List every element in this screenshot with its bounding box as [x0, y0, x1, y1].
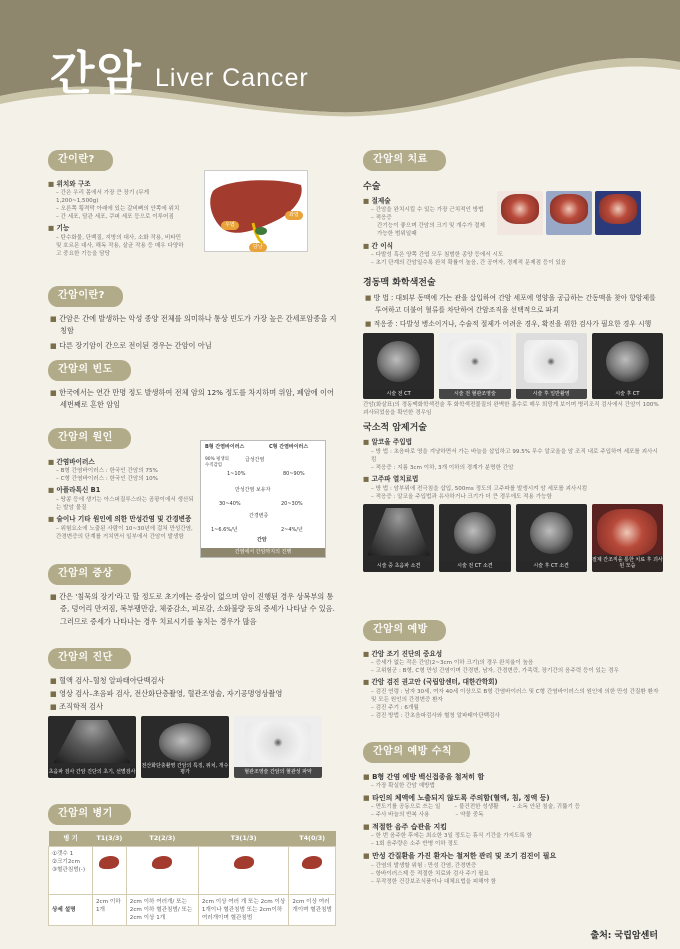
surgery-heading: 수술	[363, 181, 381, 192]
section-title: 간암의 예방 수칙	[363, 742, 470, 763]
loc-item: – 오른쪽 횡격막 아래에 있는 갈비뼈의 안쪽에 위치	[48, 205, 188, 213]
progression-diagram	[200, 440, 326, 558]
rfa-image	[592, 504, 663, 572]
paragraph: ■ 간은 '침묵의 장기'라고 할 정도로 초기에는 증상이 없으며 암이 진행된 경우 상복부의 통증, 덩어리 만져짐, 복부팽만감, 체중감소, 피로감, 소화불량 등의 증세가 나타날 수 있음. 그러므로 증세가 나타나는 경우 치료시기를 놓치는 경우가 많음	[48, 591, 338, 629]
rfa-image	[516, 504, 587, 572]
section-cause	[48, 428, 198, 541]
virus-item: – B형 간염바이러스 : 한국인 간암의 75%	[48, 467, 198, 475]
stage-detail: 2cm 이상 여러개이며 혈관침범	[289, 894, 336, 925]
image-caption: 절제 간조직을 통한 치료 후 괴사된 모습	[592, 555, 663, 572]
section-prevention	[363, 620, 663, 720]
stage-header: T1(3/3)	[93, 831, 127, 847]
resection-item: – 적응증	[363, 214, 491, 222]
image-caption: 시술 전 CT 소견	[439, 561, 510, 572]
paragraph: ■ 조직학적 검사	[48, 701, 338, 712]
stage-image-cell	[126, 846, 198, 894]
diagram-rate: 20~30%	[281, 501, 303, 507]
section-title: 간암이란?	[48, 286, 123, 307]
image-caption: 시술 전 혈관조영술	[439, 389, 510, 400]
stage-image-cell	[289, 846, 336, 894]
transplant-item: – 초기 단계의 간암일수록 완치 확률이 높음, 간 공여자, 경제적 문제점 등이 있음	[363, 259, 663, 267]
section-title: 간암의 병기	[48, 804, 131, 825]
diagram-rate: 1~10%	[227, 471, 246, 477]
liver-icon	[302, 856, 322, 869]
tace-image	[592, 333, 663, 399]
resection-item: 간기능이 좋으며 간암의 크기 및 개수가 절제 가능한 범위일때	[377, 223, 485, 238]
transplant-item: – 다발성 혹은 양쪽 간엽 모두 침범한 종양 등에서 시도	[363, 251, 663, 259]
diagram-acute: 급성간염	[245, 457, 265, 463]
diagram-c-virus: C형 간염바이러스	[269, 444, 309, 450]
diagram-cirrhosis: 간경변증	[249, 513, 269, 519]
paragraph: ■ 한국에서는 연간 만명 정도 발생하여 전체 암의 12% 정도를 차지하며 위암, 폐암에 이어 세번째로 흔한 암임	[48, 387, 338, 412]
tace-image	[363, 333, 434, 399]
screen-item: – 검진 연령 : 남자 30세, 여자 40세 이상으로 B형 간염바이러스 및 C형 간염바이러스의 원인에 의한 만성 간질환 환자 및 모든 원인의 간경변증 환자	[363, 688, 663, 704]
source-credit: 출처: 국립암센터	[590, 931, 658, 941]
rfa-image	[363, 504, 434, 572]
section-stage	[48, 804, 338, 926]
rule-item: – 무작정한 건강보조식품이나 대체요법을 피해야 함	[363, 878, 663, 886]
label-left-lobe: 좌엽	[285, 211, 303, 220]
section-what-is-cancer	[48, 286, 338, 354]
stage-detail: 2cm 이하 1개	[93, 894, 127, 925]
paragraph: ■ 방 법 : 대퇴부 동맥에 가는 관을 삽입하여 간암 세포에 영양을 공급하는 간동맥을 찾아 항암제를 투여하고 더불어 혈류를 차단하여 간암조직을 선택적으로 파괴	[363, 293, 663, 317]
stage-criteria-cell	[49, 846, 93, 894]
rule-item: – 항바이러스제 등 적절한 치료와 검사 주기 필요	[363, 870, 663, 878]
section-prevention-rules	[363, 742, 663, 886]
section-title: 간암의 증상	[48, 564, 131, 585]
criteria: ③혈관침범(-)	[52, 867, 86, 873]
tace-note: 간암(화살표)의 경동맥화학색전술 후 화학색전물질의 완벽한 흡수로 매우 희망게 보이며 병리조직 검사에서 간암이 100% 괴사되었음을 확인한 경우임	[363, 402, 659, 417]
liver-icon	[234, 856, 254, 869]
paragraph: ■ 적응증 : 다발성 병소이거나, 수술적 절제가 어려운 경우, 확진을 위한 검사가 필요한 경우 시행	[363, 319, 663, 331]
aflatoxin-item: – 땅콩 등에 생기는 아스퍼질루스라는 곰팡이에서 생산되는 발암 물질	[48, 496, 198, 512]
angiography-image	[234, 716, 322, 778]
rule-item: – 면도기를 공동으로 쓰는 일	[363, 803, 440, 811]
section-title: 간암의 치료	[363, 150, 446, 171]
ethanol-item: – 적응증 : 지름 3cm 이하, 3개 이하의 경계가 분명한 간암	[363, 464, 663, 472]
rule-item: – 간염의 발생할 위험 : 만성 간염, 간경변증	[363, 862, 663, 870]
local-heading: 국소적 암제거술	[363, 423, 427, 434]
section-diagnosis	[48, 648, 338, 778]
section-frequency	[48, 360, 338, 414]
rule-item: – 불건전한 성생활	[446, 803, 498, 811]
resection-item: – 간암을 완치시킬 수 있는 가장 근치적인 방법	[363, 206, 491, 214]
diagram-rate: 80~90%	[283, 471, 305, 477]
paragraph: ■ 간암은 간에 발생하는 악성 종양 전체를 의미하나 통상 빈도가 가장 높은 간세포암종을 지칭함	[48, 313, 338, 338]
rfa-heading: ■ 고주파 열치료법	[363, 475, 663, 485]
image-caption: 시술 후 일반촬영	[516, 389, 587, 400]
surgery-photo	[497, 191, 543, 235]
section-title: 간암의 원인	[48, 428, 131, 449]
label-gallbladder: 담낭	[249, 243, 267, 252]
image-caption: 전산화단층촬영 간암의 특징, 위치, 개수평가	[141, 761, 229, 778]
early-item: – 고위험군 : B형, C형 만성 간염이며 간경변, 남자, 간경변증, 가족력, 장기간의 음주력 등이 있는 경우	[363, 667, 663, 675]
stage-table	[48, 831, 336, 927]
diagram-vertical: 90% 평생의 수직감염	[205, 457, 229, 469]
ct-image	[141, 716, 229, 778]
rule-item: – 약물 중독	[448, 811, 484, 819]
rule-item: – 주사 바늘의 반복 사용	[363, 811, 430, 819]
section-symptom	[48, 564, 338, 630]
rule-item: – 소독 안된 침술, 귀뚫기 등	[505, 803, 581, 811]
paragraph: ■ 다른 장기암이 간으로 전이된 경우는 간암이 아님	[48, 340, 338, 353]
liver-icon	[152, 856, 172, 869]
virus-item: – C형 간염바이러스 : 한국인 간암의 10%	[48, 475, 198, 483]
section-title: 간암의 예방	[363, 620, 446, 641]
section-title: 간이란?	[48, 150, 113, 171]
paragraph: ■ 영상 검사–초음파 검사, 전산화단층촬영, 혈관조영술, 자기공명영상촬영	[48, 688, 338, 699]
function-heading: ■ 기능	[48, 224, 188, 234]
screen-item: – 검진 주기 : 6개월	[363, 704, 663, 712]
ethanol-item: – 방 법 : 초음파로 영을 겨냥하면서 가는 바늘을 삽입하고 99.5% 무수 알코올을 암 조직 내로 주입하여 세포를 괴사시킴	[363, 448, 663, 464]
image-caption: 시술 후 CT 소견	[516, 561, 587, 572]
surgery-photo	[595, 191, 641, 235]
rule-heading: ■ B형 간염 예방 백신접종을 철저히 함	[363, 772, 663, 782]
page-title-korean: 간암	[50, 46, 143, 100]
loc-item: – 간은 우리 몸에서 가장 큰 장기 (무게1,200~1,500g)	[48, 189, 188, 205]
tace-image	[516, 333, 587, 399]
resection-heading: ■ 절제술	[363, 197, 491, 207]
label-right-lobe: 우엽	[221, 221, 239, 230]
diagram-rate: 30~40%	[219, 501, 241, 507]
early-heading: ■ 간암 조기 진단의 중요성	[363, 650, 663, 660]
stage-image-cell	[198, 846, 288, 894]
early-item: – 증세가 없는 작은 간암(2~3cm 이하 크기)의 경우 완치율이 높음	[363, 659, 663, 667]
screen-heading: ■ 간암 검진 권고안 (국립암센터, 대한간학회)	[363, 678, 663, 688]
stage-header: 병 기	[49, 831, 93, 847]
criteria: ①갯수 1	[52, 850, 74, 857]
stage-detail: 2cm 이상 여러 개 또는 2cm 이상 1개이나 혈관침범 또는 2cm이하 여러개이며 혈관침범	[198, 894, 288, 925]
loc-item: – 간 세포, 담관 세포, 쿠퍼 세포 등으로 이루어짐	[48, 213, 188, 221]
image-caption: 시술 전 CT	[363, 389, 434, 400]
screen-item: – 검진 방법 : 간초음파검사와 혈청 알파태아단백검사	[363, 712, 663, 720]
diagram-chronic: 만성간염 보유자	[235, 487, 271, 493]
diagram-rate: 2~4%/년	[281, 527, 303, 533]
rfa-item: – 방 법 : 암부위에 전극침을 삽입, 500ms 정도의 고주파를 발생시켜 암 세포를 괴사시킴	[363, 485, 663, 493]
liver-icon	[99, 856, 119, 869]
location-heading: ■ 위치와 구조	[48, 180, 188, 190]
rule-item: – 1회 음주량은 소주 반병 이하 정도	[363, 840, 663, 848]
stage-detail: 2cm 이하 여러개/ 또는 2cm 이하 혈관침범/ 또는 2cm 이상 1개	[126, 894, 198, 925]
image-caption: 초음파 검사 간암 진단의 초기, 선별검사	[48, 767, 136, 778]
tace-heading: 경동맥 화학색전술	[363, 278, 436, 289]
diagram-rate: 1~6.6%/년	[211, 527, 238, 533]
alcohol-heading: ■ 술이나 기타 원인에 의한 만성간염 및 간경변증	[48, 515, 198, 525]
tace-image	[439, 333, 510, 399]
rule-heading: ■ 만성 간질환을 가진 환자는 철저한 관리 및 조기 검진이 필요	[363, 851, 663, 861]
section-title: 간암의 진단	[48, 648, 131, 669]
diagram-b-virus: B형 간염바이러스	[205, 444, 245, 450]
detail-label: 상세 설명	[49, 894, 93, 925]
rfa-image	[439, 504, 510, 572]
virus-heading: ■ 간염바이러스	[48, 458, 198, 468]
diagram-cancer: 간암	[257, 537, 267, 543]
page-title-english: Liver Cancer	[155, 64, 309, 92]
func-item: – 탄수화물, 단백질, 지방의 대사, 소화 작용, 비타민 및 호르몬 대사, 해독 작용, 살균 작용 등 매우 다양하고 중요한 기능을 담당	[48, 234, 188, 258]
stage-image-cell	[93, 846, 127, 894]
surgery-photo	[546, 191, 592, 235]
transplant-heading: ■ 간 이식	[363, 242, 491, 252]
section-title: 간암의 빈도	[48, 360, 131, 381]
paragraph: ■ 혈액 검사–혈청 알파태아단백검사	[48, 675, 338, 686]
rule-item: – 한 번 음주한 후에는 최소한 3일 정도는 휴식 기간을 가지도록 함	[363, 832, 663, 840]
aflatoxin-heading: ■ 아플라톡신 B1	[48, 486, 198, 496]
ultrasound-image	[48, 716, 136, 778]
section-treatment	[363, 150, 663, 572]
header-banner	[0, 0, 680, 118]
diagram-caption: 간염에서 간암까지의 진행	[201, 548, 325, 557]
alcohol-item: – 위험요소에 노출된 사람이 10~30년에 걸쳐 만성간염, 간경변증의 단계를 거치면서 일부에서 간암이 발생함	[48, 525, 198, 541]
criteria: ②크기2cm	[52, 858, 80, 865]
rfa-item: – 적응증 : 알코올 주입법과 유사하거나 크기가 더 큰 경우에도 적용 가능함	[363, 493, 663, 501]
stage-header: T3(1/3)	[198, 831, 288, 847]
rule-item: – 가장 확실한 간암 예방법	[363, 782, 663, 790]
ethanol-heading: ■ 알코올 주입법	[363, 438, 663, 448]
image-caption: 시술 중 초음파 소견	[363, 561, 434, 572]
stage-header: T2(2/3)	[126, 831, 198, 847]
image-caption: 혈관조영술 간암의 혈관성 파악	[234, 767, 322, 778]
stage-header: T4(0/3)	[289, 831, 336, 847]
rule-heading: ■ 적절한 음주 습관을 지킴	[363, 822, 663, 832]
rule-heading: ■ 타인의 체액에 노출되지 않도록 주의함(혈액, 침, 정액 등)	[363, 793, 663, 803]
image-caption: 시술 후 CT	[592, 389, 663, 400]
liver-illustration	[204, 170, 308, 252]
